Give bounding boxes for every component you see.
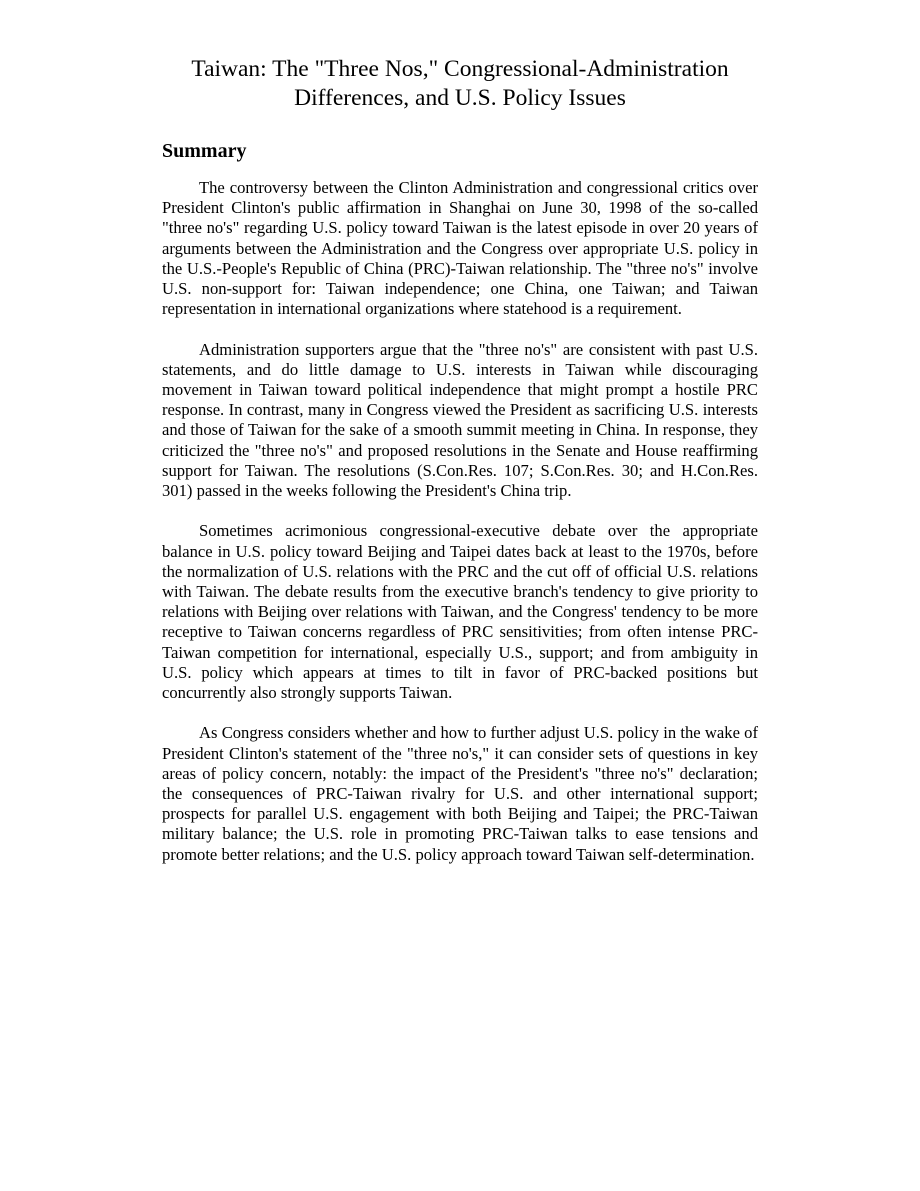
section-heading-summary: Summary [162, 140, 247, 162]
summary-paragraph-1: The controversy between the Clinton Administration and congressional critics over President Clinton's public affirmation in Shanghai on June 30, 1998 of the so-called "three no's" regarding U.S. policy toward Taiwan is the latest episode in over 20 years of arguments between the Administration and the Congress over appropriate U.S. policy in the U.S.-People's Republic of China (PRC)-Taiwan relationship. The "three no's" involve U.S. non-support for: Taiwan independence; one China, one Taiwan; and Taiwan representation in international organizations where statehood is a requirement. [162, 178, 758, 319]
document-page [162, 55, 758, 865]
summary-paragraph-3: Sometimes acrimonious congressional-executive debate over the appropriate balance in U.S. policy toward Beijing and Taipei dates back at least to the 1970s, before the normalization of U.S. relations with the PRC and the cut off of official U.S. relations with Taiwan. The debate results from the executive branch's tendency to give priority to relations with Beijing over relations with Taiwan, and the Congress' tendency to be more receptive to Taiwan concerns regardless of PRC sensitivities; from often intense PRC-Taiwan competition for international, especially U.S., support; and from ambiguity in U.S. policy which appears at times to tilt in favor of PRC-backed positions but concurrently also strongly supports Taiwan. [162, 521, 758, 703]
title-line-2: Differences, and U.S. Policy Issues [294, 85, 626, 111]
summary-paragraph-4: As Congress considers whether and how to further adjust U.S. policy in the wake of President Clinton's statement of the "three no's," it can consider sets of questions in key areas of policy concern, notably: the impact of the President's "three no's" declaration; the consequences of PRC-Taiwan rivalry for U.S. and other international support; prospects for parallel U.S. engagement with both Beijing and Taipei; the PRC-Taiwan military balance; the U.S. role in promoting PRC-Taiwan talks to ease tensions and promote better relations; and the U.S. policy approach toward Taiwan self-determination. [162, 723, 758, 864]
summary-paragraph-2: Administration supporters argue that the "three no's" are consistent with past U.S. statements, and do little damage to U.S. interests in Taiwan while discouraging movement in Taiwan toward political independence that might prompt a hostile PRC response. In contrast, many in Congress viewed the President as sacrificing U.S. interests and those of Taiwan for the sake of a smooth summit meeting in China. In response, they criticized the "three no's" and proposed resolutions in the Senate and House reaffirming support for Taiwan. The resolutions (S.Con.Res. 107; S.Con.Res. 30; and H.Con.Res. 301) passed in the weeks following the President's China trip. [162, 339, 758, 501]
title-line-1: Taiwan: The "Three Nos," Congressional-Administration [191, 56, 729, 82]
document-title [122, 55, 798, 113]
